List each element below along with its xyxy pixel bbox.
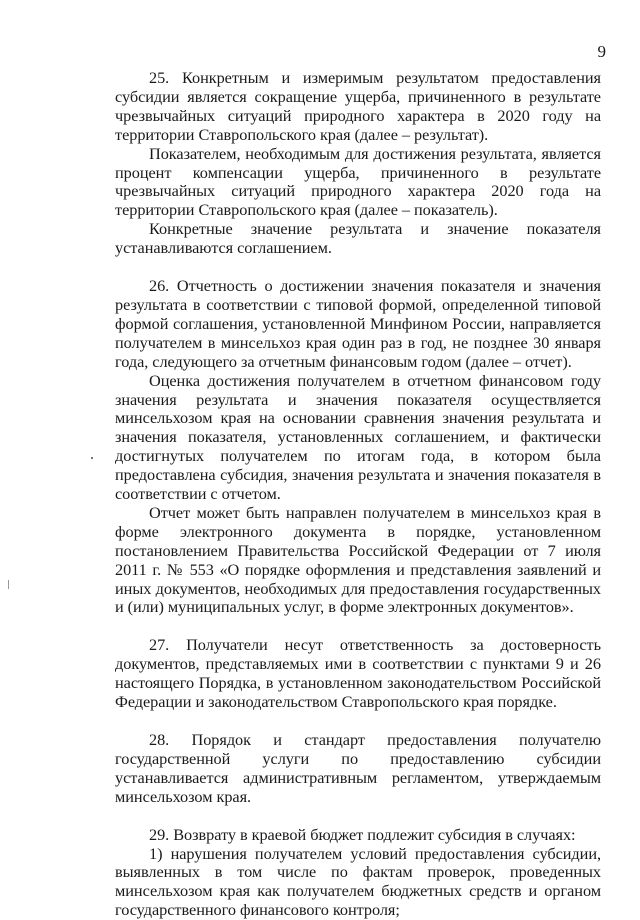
paragraph-26-report: 26. Отчетность о достижении значения показателя и значения результата в соответствии с типовой формой, определенной типовой формой соглашения, установленной Минфином России, направляется получателем в минсельхоз края один раз в год, не позднее 30 января года, следующего за отчетным финансовым годом (далее – отчет). xyxy=(115,276,601,371)
paragraph-25-result: 25. Конкретным и измеримым результатом предоставления субсидии является сокращение ущерба, причиненного в результате чрезвычайных ситуаций природного характера в 2020 году на территории Ставропольского края (далее – результат). xyxy=(115,68,601,144)
paragraph-27-responsibility: 27. Получатели несут ответственность за достоверность документов, представляемых ими в соответствии с пунктами 9 и 26 настоящего Порядка, в установленном законодательством Российской Федерации и законодательством Ставропольского края порядке. xyxy=(115,635,601,712)
section-gap xyxy=(115,258,601,277)
paragraph-26-assessment: Оценка достижения получателем в отчетном финансовом году значения результата и значения показателя осуществляется минсельхозом края на основании сравнения значения результата и значения показателя, установленных соглашением, и фактически достигнутых получателем по итогам года, в котором была предоставлена субсидия, значения результата и значения показателя в соответствии с отчетом. xyxy=(115,370,601,504)
section-gap xyxy=(115,712,601,731)
section-gap xyxy=(115,617,601,636)
paragraph-28-procedure: 28. Порядок и стандарт предоставления получателю государственной услуги по предоставлению субсидии устанавливается административным регламентом, утверждаемым минсельхозом края. xyxy=(115,730,601,806)
paragraph-25-indicator: Показателем, необходимым для достижения результата, является процент компенсации ущерба, причиненного в результате чрезвычайных ситуаций природного характера 2020 года на территории Ставропольского края (далее – показатель). xyxy=(115,143,601,220)
page-number: 9 xyxy=(597,42,606,61)
document-body xyxy=(115,69,601,920)
paragraph-25-values: Конкретные значение результата и значение показателя устанавливаются соглашением. xyxy=(115,219,601,258)
paragraph-26-electronic: Отчет может быть направлен получателем в минсельхоз края в форме электронного документа в порядке, установленном постановлением Правительства Российской Федерации от 7 июля 2011 г. № 553 «О порядке оформления и представления заявлений и иных документов, необходимых для предоставления государственных и (или) муниципальных услуг, в форме электронных документов». xyxy=(115,502,601,617)
paragraph-29-return: 29. Возврату в краевой бюджет подлежит субсидия в случаях: xyxy=(149,824,576,844)
section-gap xyxy=(115,807,601,826)
scan-speck xyxy=(91,457,93,459)
scan-edge-mark xyxy=(8,580,9,589)
paragraph-29-item-1: 1) нарушения получателем условий предоставления субсидии, выявленных в том числе по фактам проверок, проведенных минсельхозом края как получателем бюджетных средств и органом государственного финансового контроля; xyxy=(115,843,601,920)
